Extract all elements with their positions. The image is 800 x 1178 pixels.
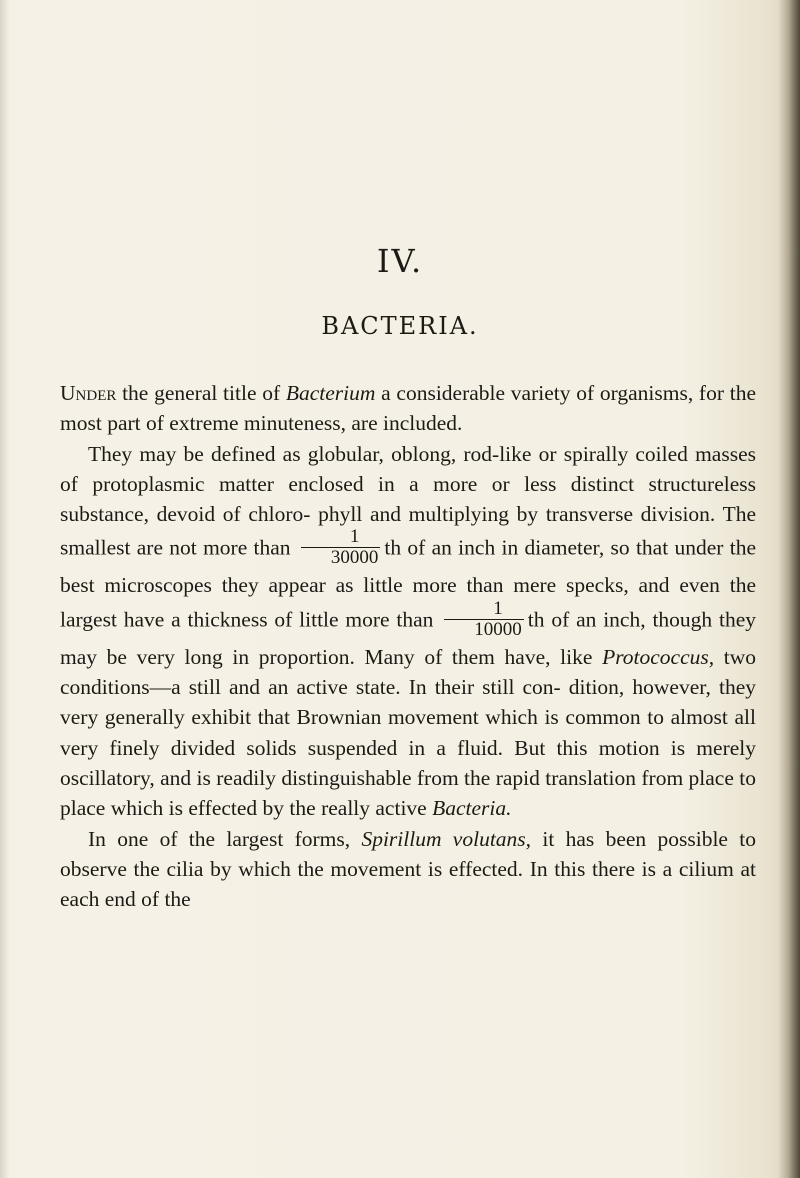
paragraph-2-text-d: two conditions—a still and an active state. In their still con- dition, however, they very generally exhibit that Brownian movement which is common to almost all very finely divided solids suspended in a fluid. But this motion is merely oscillatory, and is readily distinguishable from the rapid translation from place to place which is effected by the really active bbox=[60, 644, 757, 821]
page-edge-shadow bbox=[778, 0, 800, 1178]
paragraph-2-italic: Protococcus, bbox=[602, 644, 715, 669]
paragraph-3 bbox=[60, 824, 756, 915]
paragraph-1-text-b: a considerable variety of organisms, for the most part of extreme minuteness, are included. bbox=[60, 381, 756, 436]
fraction-2-numerator: 1 bbox=[444, 599, 524, 620]
paragraph-1-italic: Bacterium bbox=[285, 381, 376, 405]
paragraph-2 bbox=[60, 439, 756, 824]
paragraph-1-lead-word: Under bbox=[60, 381, 117, 405]
page-gutter-shadow bbox=[0, 0, 10, 1178]
paragraph-1-text-a: the general title of bbox=[116, 381, 286, 405]
chapter-title: BACTERIA. bbox=[321, 312, 479, 340]
fraction-2-denominator: 10000 bbox=[474, 618, 522, 640]
fraction-1-numerator: 1 bbox=[301, 527, 381, 548]
paragraph-3-text-a: In one of the largest forms, bbox=[88, 826, 362, 851]
paragraph-3-text-b: it has been possible to observe the cilia by which the movement is effected. In this there is a cilium at each end of the bbox=[60, 826, 756, 912]
paragraph-2-text-b: th of an inch in diameter, so that under the best microscopes they appear as little more than mere specks, and even the largest have a thickness of little more than bbox=[60, 535, 756, 632]
paragraph-1 bbox=[60, 378, 756, 439]
fraction-1-denominator: 30000 bbox=[330, 547, 379, 569]
fraction-1-30000 bbox=[301, 527, 381, 568]
chapter-number: IV. bbox=[376, 242, 424, 280]
paragraph-3-italic: Spirillum volutans, bbox=[361, 826, 532, 851]
body-text bbox=[60, 378, 756, 914]
paragraph-2-italic-2: Bacteria. bbox=[432, 796, 512, 821]
paragraph-2-text-c: th of an inch, though they may be very long in proportion. Many of them have, like bbox=[60, 607, 757, 669]
fraction-1-10000 bbox=[444, 599, 524, 640]
paragraph-2-text-a: They may be defined as globular, oblong, rod-like or spirally coiled masses of protoplasmic matter enclosed in a more or less distinct structureless substance, devoid of chloro- phyll and multiplying by transverse division. The smallest are not more than bbox=[60, 441, 756, 560]
